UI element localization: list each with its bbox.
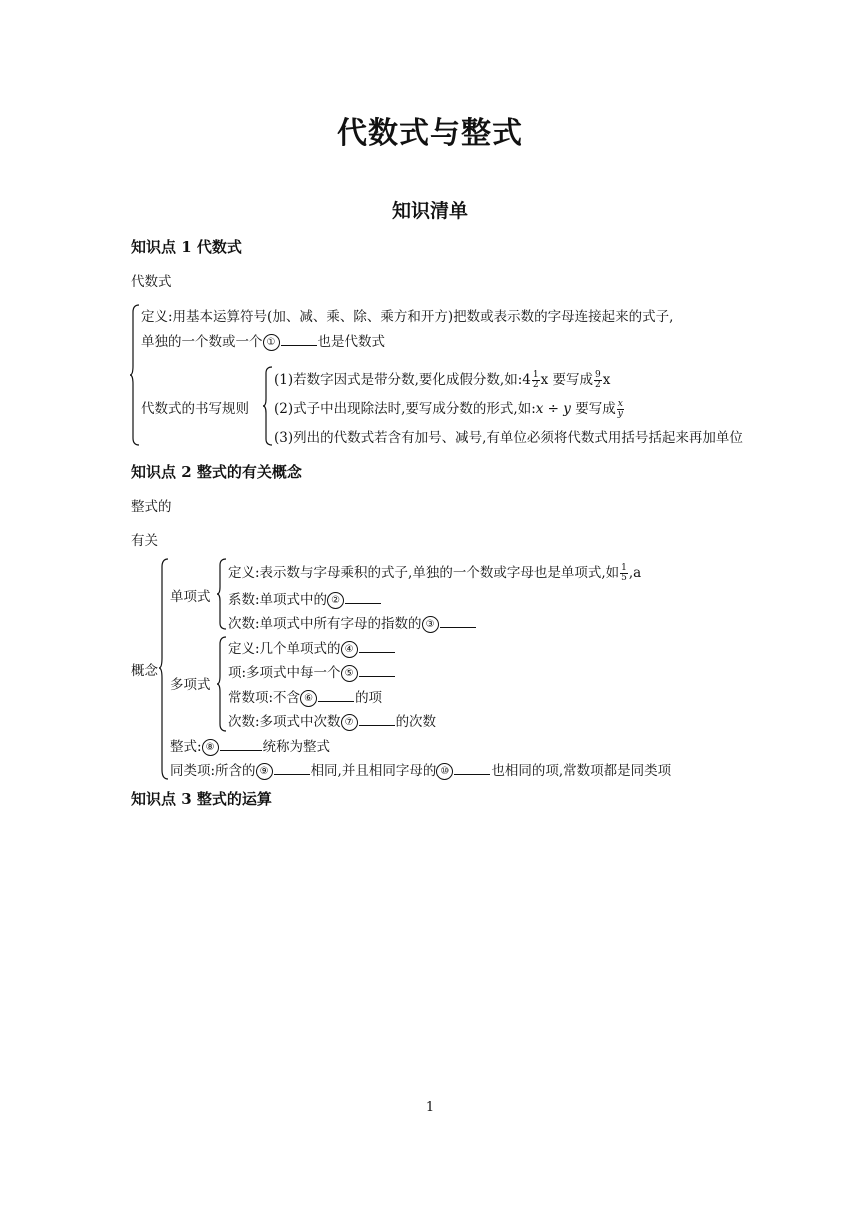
fraction-x-over-y: $\frac{x}{y}$ [617, 399, 623, 419]
kp1-definition-line2: 单独的一个数或一个 ① 也是代数式 [141, 334, 385, 350]
polynomial-constant-term: 常数项:不含 ⑥ 的项 [228, 690, 383, 706]
monomial-brace [217, 558, 227, 630]
like-terms-definition: 同类项:所含的 ⑨ 相同,并且相同字母的 ⑩ 也相同的项,常数项都是同类项 [170, 763, 672, 779]
fill-blank-2[interactable] [345, 591, 381, 604]
writing-rules-label: 代数式的书写规则 [141, 401, 249, 417]
monomial-degree: 次数:单项式中所有字母的指数的 ③ [228, 612, 477, 633]
blank-number-6: ⑥ [300, 690, 317, 707]
kp2-label-line1: 整式的 [131, 499, 172, 515]
blank-number-3: ③ [422, 616, 439, 633]
kp1-heading: 知识点 1 代数式 [131, 238, 242, 256]
blank-number-9: ⑨ [256, 763, 273, 780]
blank-number-4: ④ [341, 641, 358, 658]
fill-blank-5[interactable] [359, 664, 395, 677]
kp3-heading: 知识点 3 整式的运算 [131, 790, 272, 808]
fraction-nine-halves: $\frac{9}{2}$ [594, 370, 601, 390]
kp2-outer-brace [159, 558, 169, 780]
blank-number-2: ② [327, 592, 344, 609]
polynomial-label: 多项式 [170, 677, 211, 693]
fill-blank-3[interactable] [440, 615, 476, 628]
rule-3: (3)列出的代数式若含有加号、减号,有单位必须将代数式用括号括起来再加单位 [274, 430, 743, 446]
kp2-label-line3: 概念 [131, 663, 158, 679]
blank-number-7: ⑦ [341, 714, 358, 731]
blank-number-1: ① [263, 334, 280, 351]
fill-blank-6[interactable] [318, 689, 354, 702]
monomial-label: 单项式 [170, 589, 211, 605]
writing-rules-brace [263, 366, 273, 446]
monomial-coefficient: 系数:单项式中的 ② [228, 588, 382, 609]
fill-blank-7[interactable] [359, 713, 395, 726]
rule-2: (2)式子中出现除法时,要写成分数的形式,如:x ÷ y 要写成 $\frac{x}{y}$ [274, 399, 623, 419]
fill-blank-10[interactable] [454, 762, 490, 775]
fraction-one-half: $\frac{1}{2}$ [532, 370, 539, 390]
kp2-label-line2: 有关 [131, 533, 158, 549]
kp1-label: 代数式 [131, 274, 172, 290]
monomial-definition: 定义:表示数与字母乘积的式子,单独的一个数或字母也是单项式,如 $\frac{1}{5}$ ,a [228, 563, 642, 583]
fill-blank-1[interactable] [281, 333, 317, 346]
fill-blank-9[interactable] [274, 762, 310, 775]
rule-1: (1)若数字因式是带分数,要化成假分数,如:4 $\frac{1}{2}$ x 要写成 $\frac{9}{2}$ x [274, 370, 611, 390]
document-title: 代数式与整式 [337, 116, 523, 151]
polynomial-brace [217, 636, 227, 732]
page-number: 1 [425, 1100, 435, 1115]
fill-blank-8[interactable] [220, 738, 262, 751]
polynomial-degree: 次数:多项式中次数 ⑦ 的次数 [228, 714, 437, 730]
kp1-outer-brace [130, 304, 140, 446]
fraction-one-fifth: $\frac{1}{5}$ [621, 563, 627, 583]
kp1-definition-line1: 定义:用基本运算符号(加、减、乘、除、乘方和开方)把数或表示数的字母连接起来的式子, [141, 309, 674, 325]
polynomial-definition: 定义:几个单项式的 ④ [228, 637, 396, 658]
blank-number-5: ⑤ [341, 665, 358, 682]
integral-expression-definition: 整式: ⑧ 统称为整式 [170, 739, 331, 755]
blank-number-8: ⑧ [202, 739, 219, 756]
polynomial-term: 项:多项式中每一个 ⑤ [228, 661, 396, 682]
section-title: 知识清单 [391, 200, 468, 222]
blank-number-10: ⑩ [436, 763, 453, 780]
kp2-heading: 知识点 2 整式的有关概念 [131, 463, 302, 481]
fill-blank-4[interactable] [359, 640, 395, 653]
